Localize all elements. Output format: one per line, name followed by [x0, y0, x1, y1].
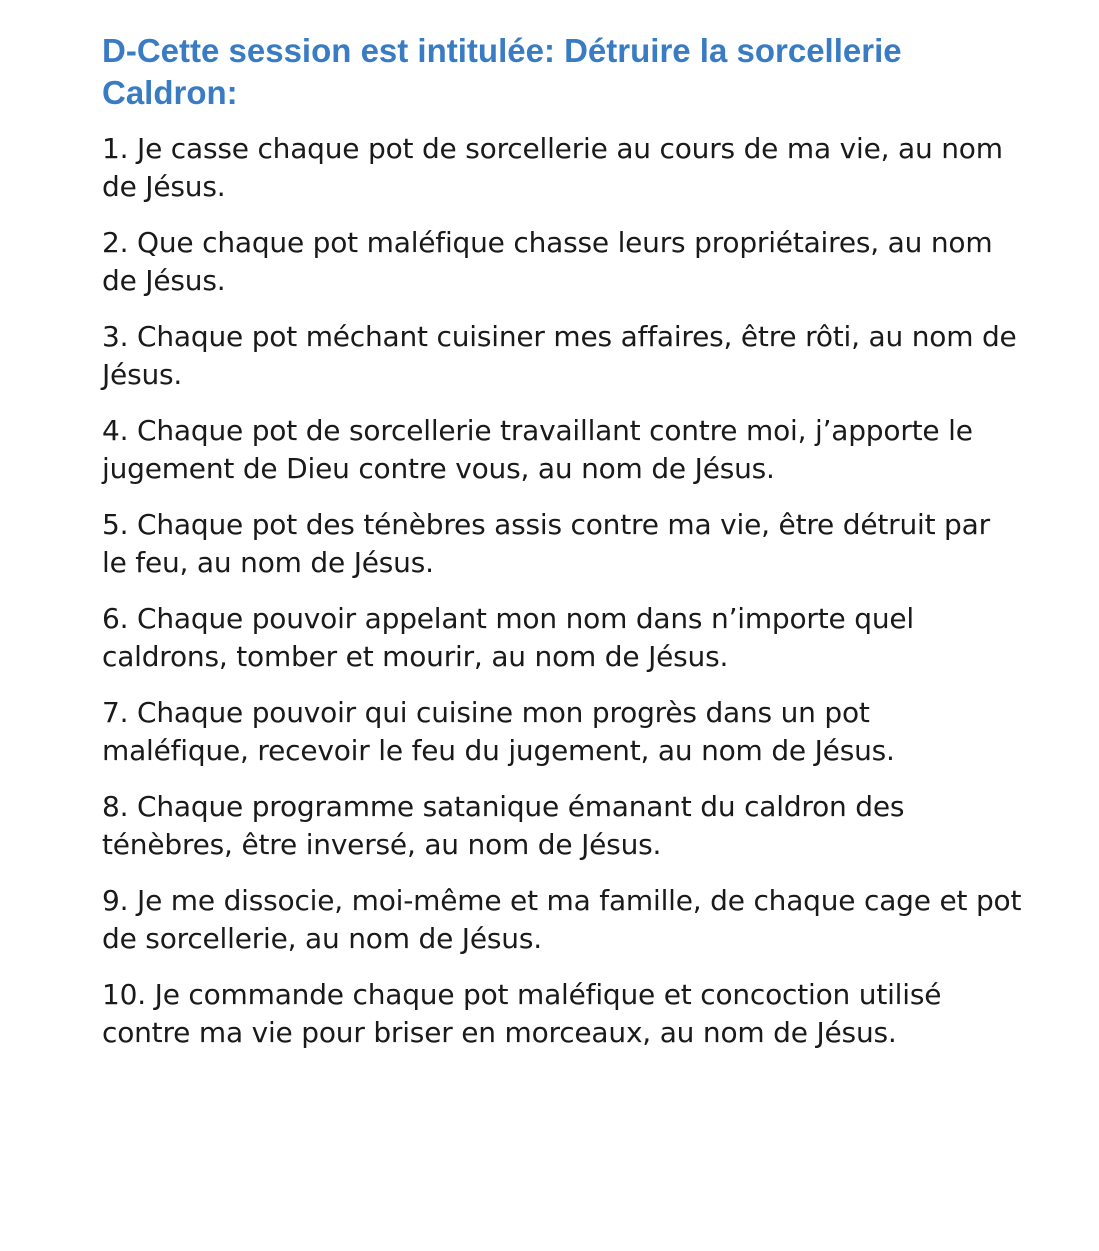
prayer-item-4: 4. Chaque pot de sorcellerie travaillant contre moi, j’apporte le jugement de Dieu contre vous, au nom de Jésus.: [102, 414, 973, 485]
prayer-item-6: 6. Chaque pouvoir appelant mon nom dans n’importe quel caldrons, tomber et mourir, au nom de Jésus.: [102, 602, 914, 673]
prayer-item-7: 7. Chaque pouvoir qui cuisine mon progrès dans un pot maléfique, recevoir le feu du jugement, au nom de Jésus.: [102, 696, 895, 767]
prayer-item-1: 1. Je casse chaque pot de sorcellerie au cours de ma vie, au nom de Jésus.: [102, 132, 1003, 203]
prayer-item-8: 8. Chaque programme satanique émanant du caldron des ténèbres, être inversé, au nom de Jésus.: [102, 790, 905, 861]
prayer-item-10: 10. Je commande chaque pot maléfique et concoction utilisé contre ma vie pour briser en morceaux, au nom de Jésus.: [102, 978, 942, 1049]
document-page: [102, 30, 1022, 1070]
session-heading: D-Cette session est intitulée: Détruire la sorcellerie Caldron:: [102, 32, 902, 111]
prayer-item-9: 9. Je me dissocie, moi-même et ma famille, de chaque cage et pot de sorcellerie, au nom de Jésus.: [102, 884, 1022, 955]
prayer-item-3: 3. Chaque pot méchant cuisiner mes affaires, être rôti, au nom de Jésus.: [102, 320, 1017, 391]
prayer-list: [102, 130, 1022, 1052]
prayer-item-5: 5. Chaque pot des ténèbres assis contre ma vie, être détruit par le feu, au nom de Jésus.: [102, 508, 990, 579]
prayer-item-2: 2. Que chaque pot maléfique chasse leurs propriétaires, au nom de Jésus.: [102, 226, 993, 297]
